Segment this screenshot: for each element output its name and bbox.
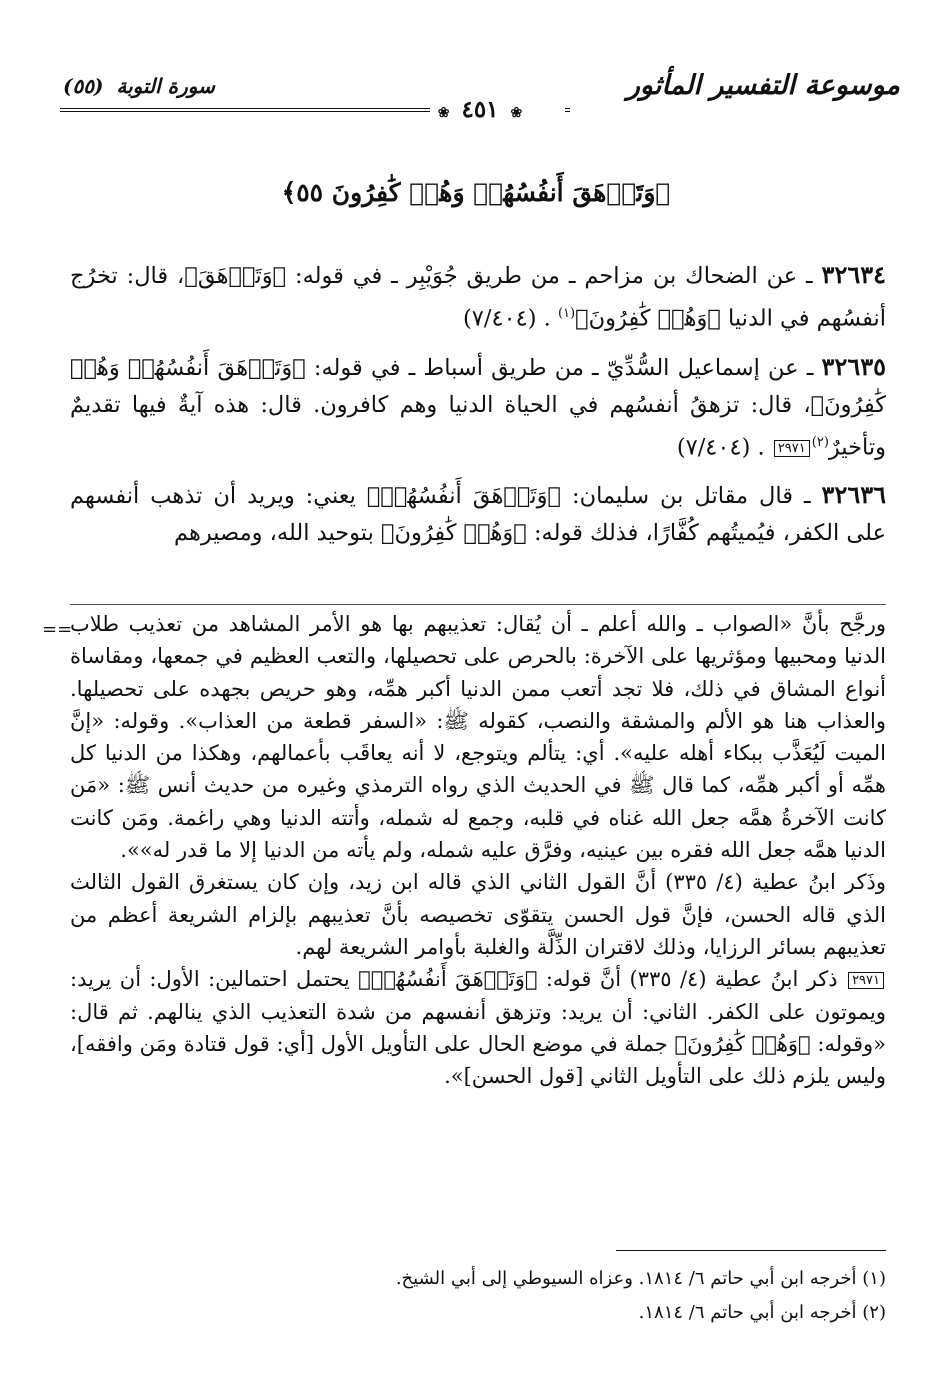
footnote-2: (٢) أخرجه ابن أبي حاتم ٦/ ١٨١٤. — [638, 1302, 886, 1323]
header-rule-left — [60, 108, 430, 112]
footnote-mark[interactable]: (١) — [557, 306, 576, 321]
entry-number: ٣٢٦٣٤ — [821, 260, 886, 289]
ornament-icon: ❀ — [510, 105, 523, 121]
page-header — [60, 66, 900, 126]
commentary-paragraph: ورجَّح بأنَّ «الصواب ـ والله أعلم ـ أن يُقال: تعذيبهم بها هو الأمر المشاهد من تعذيب طلاب الدنيا ومحبيها ومؤثريها على الآخرة: بالحرص على تحصيلها، والتعب العظيم في جمعها، ومقاساة أنواع المشاق في ذلك، فلا تجد أتعب ممن الدنيا أكبر همِّه، وهو حريص بجهده على تحصيلها. والعذاب هنا هو الألم والمشقة والنصب، كقوله ﷺ: «السفر قطعة من العذاب». وقوله: «إنَّ الميت لَيُعَذَّب ببكاء أهله عليه». أي: يتألم ويتوجع، لا أنه يعاقَب بأعمالهم، وهكذا من الدنيا كل همِّه أو أكبر همِّه، كما قال ﷺ في الحديث الذي رواه الترمذي وغيره من حديث أنس ﷺ: «مَن كانت الآخرةُ همَّه جعل الله غناه في قلبه، وجمع له شمله، وأتته الدنيا وهي راغمة. ومَن كانت الدنيا همَّه جعل الله فقره بين عينيه، وفرَّق عليه شمله، ولم يأته من الدنيا إلا ما قدر له»». — [70, 612, 886, 863]
entry-32634 — [70, 256, 886, 338]
footnote-1: (١) أخرجه ابن أبي حاتم ٦/ ١٨١٤. وعزاه السيوطي إلى أبي الشيخ. — [395, 1268, 886, 1289]
entries-section — [70, 256, 886, 562]
surah-name: سورة التوبة — [116, 74, 215, 98]
header-rule-right — [565, 108, 570, 112]
commentary-text: ذكر ابنُ عطية (٤/ ٣٣٥) أنَّ قوله: ﴿وَتَزۡهَقَ أَنفُسُهُمۡ﴾ يحتمل احتمالين: الأول: أن يريد: ويموتون على الكفر. الثاني: أن يريد: وتزهق أنفسهم من شدة التعذيب الذي ينالهم. ثم قال: «وقوله: ﴿وَهُمۡ كَٰفِرُونَ﴾ جملة في موضع الحال على التأويل الأول [أي: قول قتادة ومَن وافقه]، وليس يلزم ذلك على التأويل الثاني [قول الحسن]». — [70, 967, 886, 1089]
commentary-section — [42, 608, 886, 1092]
page-number-block — [430, 96, 530, 123]
commentary-ref-box[interactable]: ٢٩٧١ — [774, 440, 810, 457]
entry-text: ـ قال مقاتل بن سليمان: ﴿وَتَزۡهَقَ أَنفُسُهُمۡ﴾ يعني: ويريد أن تذهب أنفسهم على الكفر، فيُميتُهم كُفَّارًا، فذلك قوله: ﴿وَهُمۡ كَٰفِرُونَ﴾ بتوحيد الله، ومصيرهم — [70, 483, 886, 546]
surah-label — [60, 74, 218, 98]
entry-32635 — [70, 348, 886, 467]
commentary-paragraph-2971 — [70, 963, 886, 1092]
volume-ref: . (٧/٤٠٤) — [463, 305, 551, 332]
entry-32636 — [70, 476, 886, 552]
commentary-divider — [70, 604, 886, 605]
entry-number: ٣٢٦٣٥ — [821, 351, 886, 381]
footnotes — [70, 1262, 886, 1330]
verse-number: (٥٥) — [63, 74, 104, 98]
ornament-icon: ❀ — [437, 105, 450, 121]
footnote-mark[interactable]: (٢) — [811, 434, 829, 450]
commentary-ref-box: ٢٩٧١ — [848, 972, 884, 989]
entry-text: ـ عن الضحاك بن مزاحم ـ من طريق جُوَيْبِر ـ في قوله: ﴿وَتَزۡهَقَ﴾، قال: تخرُج أنفسُهم في الدنيا ﴿وَهُمۡ كَٰفِرُونَ﴾ — [70, 263, 886, 332]
verse-heading — [0, 178, 952, 207]
footnote-rule — [616, 1250, 886, 1251]
volume-ref: . (٧/٤٠٤) — [676, 434, 765, 460]
book-title: موسوعة التفسير المأثور — [626, 70, 900, 101]
commentary-paragraph: وذَكر ابنُ عطية (٤/ ٣٣٥) أنَّ القول الثاني الذي قاله ابن زيد، وإن كان يستغرق القول الثالث الذي قاله الحسن، فإنَّ قول الحسن يتقوّى تخصيصه بأنَّ تعذيبهم بإلزام الشريعة أعظم من تعذيبهم بسائر الرزايا، وذلك لاقتران الذِّلَّة والغلبة بأوامر الشريعة لهم. — [70, 870, 886, 959]
verse-text: ﴿وَتَزۡهَقَ أَنفُسُهُمۡ وَهُمۡ كَٰفِرُونَ ٥٥﴾ — [281, 178, 671, 207]
page-number: ٤٥١ — [461, 96, 499, 123]
entry-number: ٣٢٦٣٦ — [821, 480, 886, 509]
entry-text: ـ عن إسماعيل السُّدِّيّ ـ من طريق أسباط ـ في قوله: ﴿وَتَزۡهَقَ أَنفُسُهُمۡ وَهُمۡ كَٰفِرُونَ﴾، قال: تزهقُ أنفسُهم في الحياة الدنيا وهم كافرون. قال: هذه آيةٌ فيها تقديمٌ وتأخيرٌ — [70, 354, 886, 460]
continuation-mark: == — [42, 619, 73, 640]
